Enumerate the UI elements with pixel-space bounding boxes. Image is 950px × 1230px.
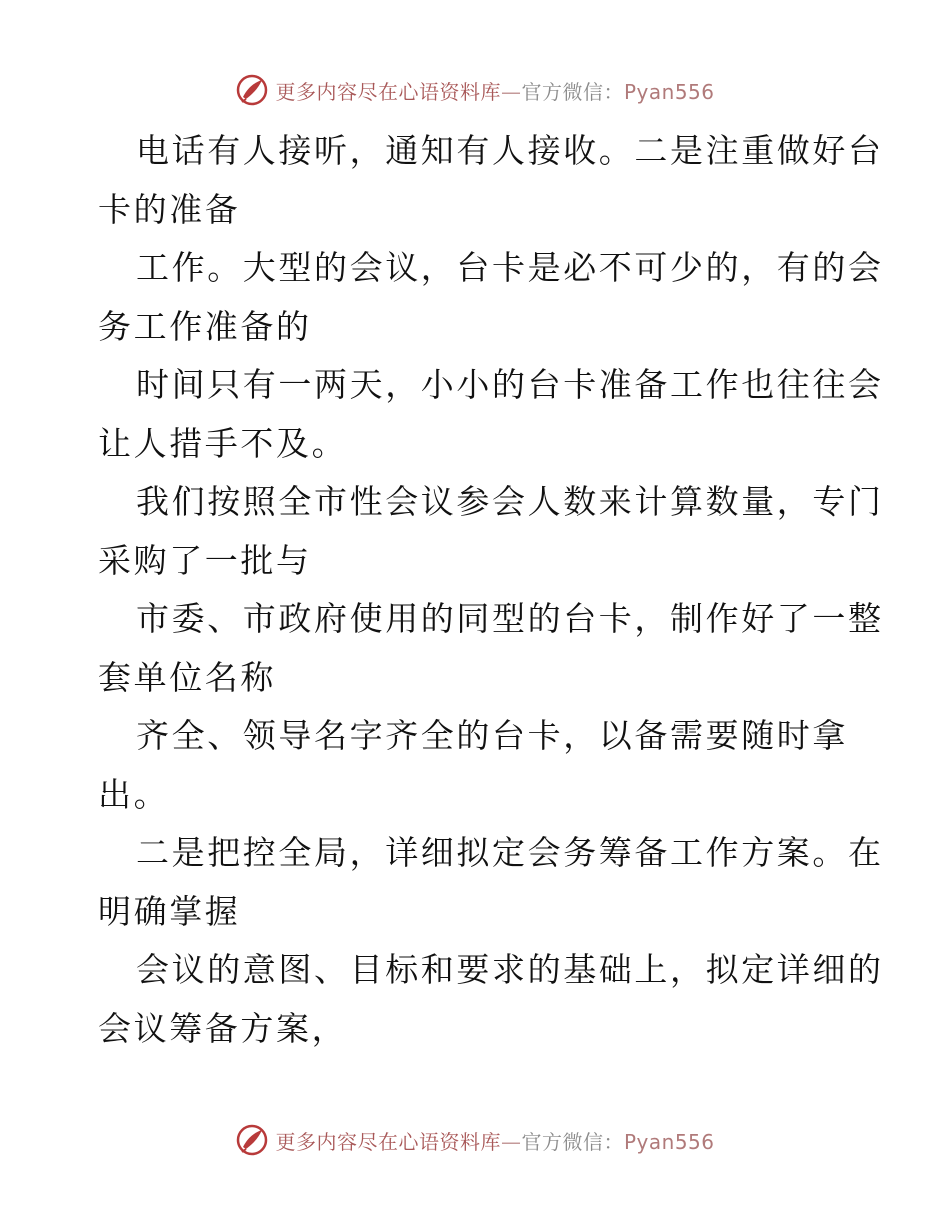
watermark-wechat-id: Pyan556 <box>623 79 715 104</box>
watermark-wechat-id: Pyan556 <box>623 1129 715 1154</box>
text-line: 务工作准备的 <box>98 306 312 346</box>
text-line: 齐全、领导名字齐全的台卡，以备需要随时拿 <box>136 716 848 755</box>
text-line: 明确掌握 <box>98 891 241 931</box>
footer-watermark <box>0 1120 950 1160</box>
watermark-wechat-label: 官方微信： <box>521 79 624 104</box>
watermark-dash: — <box>500 1129 522 1154</box>
text-line: 电话有人接听，通知有人接收。二是注重做好台 <box>136 131 884 170</box>
text-line: 工作。大型的会议，台卡是必不可少的，有的会 <box>136 248 884 287</box>
watermark-text <box>275 1126 714 1155</box>
text-line: 出。 <box>98 774 170 814</box>
text-line: 卡的准备 <box>98 189 241 229</box>
text-line: 让人措手不及。 <box>98 423 348 463</box>
text-line: 会议的意图、目标和要求的基础上，拟定详细的 <box>136 950 884 989</box>
text-line: 会议筹备方案， <box>98 1008 348 1048</box>
watermark-dash: — <box>500 79 522 104</box>
watermark-text <box>275 76 714 105</box>
pen-logo-icon <box>235 1123 269 1157</box>
pen-logo-icon <box>235 73 269 107</box>
watermark-wechat-label: 官方微信： <box>521 1129 624 1154</box>
text-line: 二是把控全局，详细拟定会务筹备工作方案。在 <box>136 833 884 872</box>
watermark-main: 更多内容尽在心语资料库 <box>275 1129 501 1154</box>
text-line: 套单位名称 <box>98 657 276 697</box>
header-watermark <box>0 70 950 110</box>
text-line: 时间只有一两天，小小的台卡准备工作也往往会 <box>136 365 884 404</box>
text-line: 采购了一批与 <box>98 540 312 580</box>
text-line: 市委、市政府使用的同型的台卡，制作好了一整 <box>136 599 884 638</box>
document-body <box>98 122 884 1058</box>
watermark-main: 更多内容尽在心语资料库 <box>275 79 501 104</box>
text-line: 我们按照全市性会议参会人数来计算数量，专门 <box>136 482 884 521</box>
